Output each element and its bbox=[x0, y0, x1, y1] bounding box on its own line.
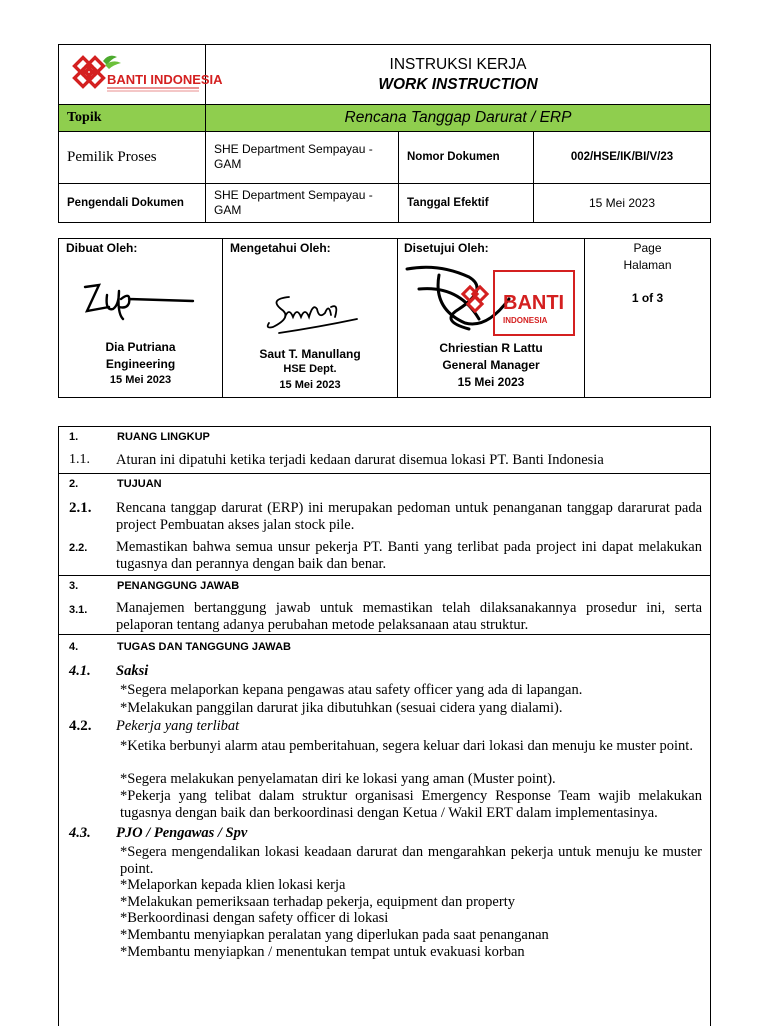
page-label-id: Halaman bbox=[623, 258, 672, 272]
section-1-1-number: 1.1. bbox=[69, 452, 90, 467]
signature-known-by bbox=[259, 289, 369, 339]
section-2-1-text: Rencana tanggap darurat (ERP) ini merupakan pedoman untuk penanganan tanggap dararurat pada project Pembuatan akses jalan stock pile. bbox=[116, 500, 702, 533]
made-by-label: Dibuat Oleh: bbox=[66, 241, 138, 255]
owner-value: SHE Department Sempayau - GAM bbox=[214, 142, 373, 171]
effective-label: Tanggal Efektif bbox=[407, 196, 489, 209]
section-4-3-title: PJO / Pengawas / Spv bbox=[116, 825, 248, 841]
section-4-1-title: Saksi bbox=[116, 663, 149, 679]
known-by-label: Mengetahui Oleh: bbox=[230, 241, 331, 255]
section-2-2-text: Memastikan bahwa semua unsur pekerja PT. Banti yang terlibat pada project ini dapat melakukan tugasnya dan perannya dengan baik dan benar. bbox=[116, 539, 702, 572]
signature-made-by bbox=[79, 277, 199, 327]
section-4-3-bullet-3: *Melakukan pemeriksaan terhadap pekerja, equipment dan property bbox=[120, 894, 515, 910]
section-3-title: PENANGGUNG JAWAB bbox=[117, 580, 240, 592]
section-4-1-bullet-2: *Melakukan panggilan darurat jika dibutuhkan (sesuai cidera yang dialami). bbox=[120, 700, 563, 716]
section-4-2-bullet-3: *Pekerja yang telibat dalam struktur organisasi Emergency Response Team wajib melakukan tugasnya dengan baik dan berkoordinasi dengan Ketua / Wakil ERT dalam implementasinya. bbox=[120, 788, 702, 821]
known-by-role: HSE Dept. bbox=[283, 363, 337, 375]
company-logo bbox=[67, 51, 223, 99]
section-4-1-bullet-1: *Segera melaporkan kepana pengawas atau safety officer yang ada di lapangan. bbox=[120, 682, 583, 698]
section-3-1-text: Manajemen bertanggung jawab untuk memastikan telah dilaksanakannya prosedur ini, serta pelaporan tentang adanya perubahan metode pelaksanaan atau struktur. bbox=[116, 600, 702, 633]
section-4-2-title: Pekerja yang terlibat bbox=[116, 718, 240, 734]
section-4-2-bullet-2: *Segera melakukan penyelamatan diri ke lokasi yang aman (Muster point). bbox=[120, 771, 556, 787]
section-4-3-bullet-2: *Melaporkan kepada klien lokasi kerja bbox=[120, 877, 346, 893]
section-3-number: 3. bbox=[69, 580, 79, 592]
controller-value: SHE Department Sempayau - GAM bbox=[214, 187, 373, 217]
svg-text:BANTI INDONESIA: BANTI INDONESIA bbox=[107, 72, 223, 87]
doc-subtitle: WORK INSTRUCTION bbox=[378, 75, 538, 93]
page-label-en: Page bbox=[633, 241, 662, 255]
topic-label: Topik bbox=[67, 109, 102, 125]
page-number: 1 of 3 bbox=[631, 291, 664, 305]
section-3-1-number: 3.1. bbox=[69, 604, 88, 616]
made-by-role: Engineering bbox=[105, 357, 176, 371]
company-stamp bbox=[399, 259, 579, 343]
doc-title: INSTRUKSI KERJA bbox=[389, 55, 527, 73]
section-2-title: TUJUAN bbox=[117, 478, 162, 490]
section-1-number: 1. bbox=[69, 431, 79, 443]
section-4-2-number: 4.2. bbox=[69, 718, 92, 734]
section-4-3-bullet-6: *Membantu menyiapkan / menentukan tempat untuk evakuasi korban bbox=[120, 944, 525, 960]
section-4-3-bullet-1: *Segera mengendalikan lokasi keadaan darurat dan mengarahkan pekerja untuk menuju ke muster point. bbox=[120, 844, 702, 877]
controller-label: Pengendali Dokumen bbox=[67, 196, 184, 209]
known-by-date: 15 Mei 2023 bbox=[279, 379, 341, 391]
section-4-2-bullet-1: *Ketika berbunyi alarm atau pemberitahuan, segera keluar dari lokasi dan menuju ke muster point. bbox=[120, 738, 693, 754]
approved-by-name: Chriestian R Lattu bbox=[439, 341, 543, 355]
knot-logo-icon bbox=[67, 51, 223, 99]
svg-text:INDONESIA: INDONESIA bbox=[503, 316, 548, 325]
approved-by-role: General Manager bbox=[442, 358, 540, 372]
approved-by-label: Disetujui Oleh: bbox=[404, 241, 489, 255]
section-1-title: RUANG LINGKUP bbox=[117, 431, 210, 443]
section-2-1-number: 2.1. bbox=[69, 500, 92, 516]
title-cell bbox=[206, 45, 710, 104]
approval-table bbox=[58, 238, 711, 398]
owner-label: Pemilik Proses bbox=[67, 148, 157, 165]
section-2-number: 2. bbox=[69, 478, 79, 490]
section-2-2-number: 2.2. bbox=[69, 542, 88, 554]
known-by-name: Saut T. Manullang bbox=[259, 347, 361, 361]
section-1-1-text: Aturan ini dipatuhi ketika terjadi kedaan darurat disemua lokasi PT. Banti Indonesia bbox=[116, 452, 604, 468]
made-by-name: Dia Putriana bbox=[105, 340, 176, 354]
topic-value: Rencana Tanggap Darurat / ERP bbox=[344, 108, 572, 126]
section-4-3-number: 4.3. bbox=[69, 825, 91, 841]
docno-value: 002/HSE/IK/BI/V/23 bbox=[570, 151, 674, 163]
effective-value: 15 Mei 2023 bbox=[588, 195, 656, 210]
header-table bbox=[58, 44, 711, 223]
section-4-3-bullet-5: *Membantu menyiapkan peralatan yang diperlukan pada saat penanganan bbox=[120, 927, 549, 943]
approved-by-date: 15 Mei 2023 bbox=[457, 375, 525, 389]
docno-label: Nomor Dokumen bbox=[407, 151, 500, 163]
made-by-date: 15 Mei 2023 bbox=[109, 374, 172, 386]
section-4-3-bullet-4: *Berkoordinasi dengan safety officer di lokasi bbox=[120, 910, 389, 926]
section-4-1-number: 4.1. bbox=[69, 663, 91, 679]
section-4-number: 4. bbox=[69, 641, 79, 653]
section-4-title: TUGAS DAN TANGGUNG JAWAB bbox=[117, 641, 291, 653]
svg-text:BANTI: BANTI bbox=[503, 292, 565, 314]
